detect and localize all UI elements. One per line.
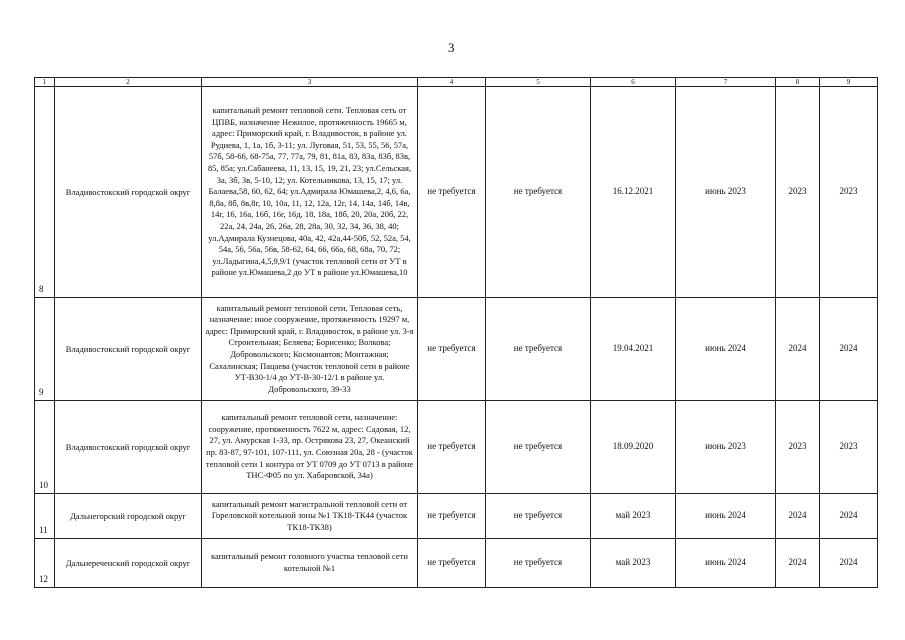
col5-cell: не требуется	[486, 494, 591, 539]
col4-cell: не требуется	[418, 298, 486, 401]
year-cell: 2024	[776, 494, 820, 539]
municipality-cell: Дальнегорский городской округ	[55, 494, 202, 539]
year-cell: 2023	[820, 401, 878, 494]
date-cell: 18.09.2020	[591, 401, 676, 494]
description-cell: капитальный ремонт тепловой сети, назначение: сооружение, протяженность 7622 м, адрес: Садовая, 12, 27, ул. Амурская 1-33, пр. Острякова 23, 27, Океанский пр. 83-87, 97-101, 107-111, ул. Союзная 20а, 28 - (участок тепловой сети 1 контура от УТ 0709 до УТ 0713 в районе ТНС-Ф05 по ул. Хабаровской, 34а)	[202, 401, 418, 494]
column-number: 8	[776, 78, 820, 87]
deadline-cell: июнь 2024	[676, 494, 776, 539]
year-cell: 2024	[776, 298, 820, 401]
column-number: 3	[202, 78, 418, 87]
municipality-cell: Владивостокский городской округ	[55, 298, 202, 401]
col5-cell: не требуется	[486, 401, 591, 494]
date-cell: май 2023	[591, 539, 676, 588]
description-cell: капитальный ремонт тепловой сети. Тепловая сеть, назначение: иное сооружение, протяженность 19297 м, адрес: Приморский край, г. Владивосток, в районе ул. 3-я Строительная; Беляева; Борисенко; Волкова; Добровольского; Космонавтов; Монтажная; Сахалинская; Пацаева (участок тепловой сети в районе УТ-В30-1/4 до УТ-В-30-12/1 в районе ул. Добровольского, 39-33	[202, 298, 418, 401]
year-cell: 2023	[776, 401, 820, 494]
column-number-row	[35, 78, 878, 87]
row-number: 12	[35, 539, 55, 588]
column-number: 2	[55, 78, 202, 87]
column-number: 9	[820, 78, 878, 87]
row-number: 10	[35, 401, 55, 494]
col5-cell: не требуется	[486, 87, 591, 298]
deadline-cell: июнь 2024	[676, 539, 776, 588]
page-number: 3	[448, 40, 455, 55]
col5-cell: не требуется	[486, 298, 591, 401]
column-number: 6	[591, 78, 676, 87]
table-row	[35, 494, 878, 539]
description-cell: капитальный ремонт головного участка тепловой сети котельной №1	[202, 539, 418, 588]
registry-table	[34, 77, 878, 588]
col4-cell: не требуется	[418, 494, 486, 539]
municipality-cell: Владивостокский городской округ	[55, 87, 202, 298]
row-number: 11	[35, 494, 55, 539]
year-cell: 2024	[820, 298, 878, 401]
row-number: 9	[35, 298, 55, 401]
year-cell: 2023	[820, 87, 878, 298]
table-row	[35, 401, 878, 494]
column-number: 5	[486, 78, 591, 87]
table-row	[35, 298, 878, 401]
year-cell: 2023	[776, 87, 820, 298]
table-row	[35, 87, 878, 298]
date-cell: 19.04.2021	[591, 298, 676, 401]
date-cell: май 2023	[591, 494, 676, 539]
column-number: 1	[35, 78, 55, 87]
deadline-cell: июнь 2023	[676, 87, 776, 298]
description-cell: капитальный ремонт тепловой сети. Тепловая сеть от ЦПВБ, назначение Нежилое, протяженность 19665 м, адрес: Приморский край, г. Владивосток, в районе ул. Рудиева, 1, 1а, 1б, 3-11; ул. Луговая, 51, 53, 55, 56, 57а, 57б, 58-66, 68-75а, 77, 77а, 79, 81, 81а, 83, 83а, 83б, 83в, 85, 85а; ул.Сабанеева, 11, 13, 15, 19, 21, 23; ул.Сельская, 3а, 3б, 3в, 5-10, 12; ул. Котельникова, 13, 15, 17; ул. Балаева,58, 60, 62, 64; ул.Адмирала Юмашева,2, 4,6, 6а, 8,8а, 8б, 8в,8г, 10, 10а, 11, 12, 12а, 12г, 14, 14а, 14б, 14в, 14г, 16, 16а, 16б, 16г, 16д, 18, 18а, 18б, 20, 20а, 20б, 22, 22а, 24, 24а, 26, 26а, 28, 28а, 30, 32, 34, 36, 38, 40; ул.Адмирала Кузнецова, 40а, 42, 42а,44-50б, 52, 52а, 54, 54а, 56, 56а, 56в, 58-62, 64, 66, 66а, 68, 68а, 70, 72; ул.Ладыгина,4,5,9,9/1 (участок тепловой сети от УТ в районе ул.Юмашева,2 до УТ в районе ул.Юмашева,10	[202, 87, 418, 298]
year-cell: 2024	[820, 539, 878, 588]
col4-cell: не требуется	[418, 539, 486, 588]
year-cell: 2024	[820, 494, 878, 539]
date-cell: 16.12.2021	[591, 87, 676, 298]
table-row	[35, 539, 878, 588]
municipality-cell: Владивостокский городской округ	[55, 401, 202, 494]
row-number: 8	[35, 87, 55, 298]
description-cell: капитальный ремонт магистральной тепловой сети от Гореловской котельной зоны №1 ТК18-ТК44 (участок ТК18-ТК38)	[202, 494, 418, 539]
column-number: 7	[676, 78, 776, 87]
column-number: 4	[418, 78, 486, 87]
municipality-cell: Дальнереченский городской округ	[55, 539, 202, 588]
col4-cell: не требуется	[418, 87, 486, 298]
deadline-cell: июнь 2024	[676, 298, 776, 401]
col4-cell: не требуется	[418, 401, 486, 494]
col5-cell: не требуется	[486, 539, 591, 588]
deadline-cell: июнь 2023	[676, 401, 776, 494]
year-cell: 2024	[776, 539, 820, 588]
